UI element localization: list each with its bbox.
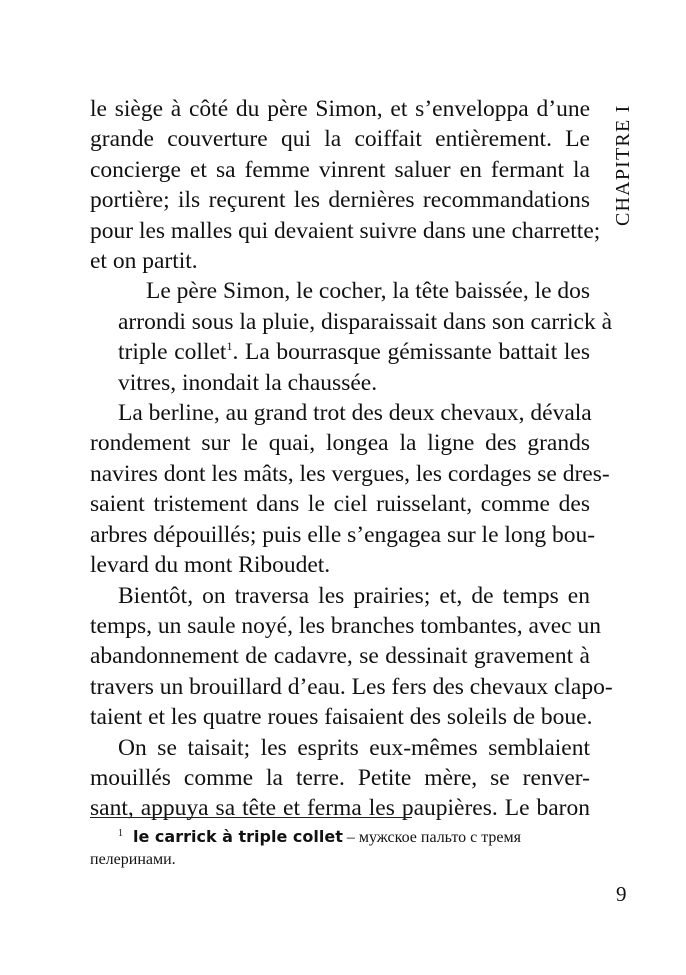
- text-line: le siège à côté du père Simon, et s’enveloppa d’une: [90, 96, 590, 122]
- text-line: arbres dépouillés; puis elle s’engagea sur le long bou-: [90, 521, 596, 548]
- text-line: travers un brouillard d’eau. Les fers des chevaux clapo-: [90, 673, 613, 700]
- footnote-line: пелеринами.: [90, 851, 176, 868]
- text-line: Le père Simon, le cocher, la tête baissée, le dos: [146, 278, 591, 305]
- text-line: temps, un saule noyé, les branches tombantes, avec un: [90, 612, 601, 639]
- text-line: navires dont les mâts, les vergues, les cordages se dres-: [90, 460, 610, 487]
- text-line: portière; ils reçurent les dernières recommandations: [90, 187, 590, 214]
- text-line: sant, appuya sa tête et ferma les paupières. Le baron: [90, 795, 590, 822]
- text-line: mouillés comme la terre. Petite mère, se renver-: [90, 764, 590, 791]
- text-fragment: triple collet: [118, 339, 227, 366]
- text-line: vitres, inondait la chaussée.: [118, 369, 378, 396]
- text-line-with-footnote: [90, 337, 590, 367]
- footnote: [90, 826, 590, 871]
- text-line: et on partit.: [90, 248, 198, 275]
- footnote-number: 1: [118, 827, 123, 839]
- paragraph-3: [90, 398, 610, 580]
- text-line: La berline, au grand trot des deux chevaux, dévala: [118, 400, 592, 427]
- text-fragment: . La bourrasque gémissante battait les: [232, 339, 590, 366]
- text-line: concierge et sa femme vinrent saluer en fermant la: [90, 156, 590, 183]
- text-line: taient et les quatre roues faisaient des soleils de boue.: [90, 704, 593, 731]
- paragraph-2: [90, 276, 613, 398]
- text-line: On se taisait; les esprits eux-mêmes semblaient: [118, 734, 590, 761]
- footnote-definition: – мужское пальто с тремя: [342, 829, 522, 846]
- paragraph-4: [90, 581, 613, 733]
- footnote-line: [90, 826, 590, 849]
- running-head: CHAPITRE I: [612, 104, 634, 226]
- text-line: levard du mont Riboudet.: [90, 552, 331, 579]
- text-line: Bientôt, on traversa les prairies; et, de temps en: [118, 582, 590, 609]
- text-line: saient tristement dans le ciel ruisselant, comme des: [90, 491, 590, 518]
- text-line: pour les malles qui devaient suivre dans une charrette;: [90, 217, 601, 244]
- footnote-divider: [90, 817, 412, 818]
- paragraph-5: [90, 733, 590, 824]
- text-line: arrondi sous la pluie, disparaissait dans son carrick à: [118, 308, 613, 335]
- page-number: 9: [616, 882, 627, 906]
- footnote-reference: 1: [226, 339, 233, 354]
- paragraph-1: [90, 94, 601, 276]
- text-line: grande couverture qui la coiffait entièrement. Le: [90, 126, 590, 153]
- text-line: abandonnement de cadavre, se dessinait gravement à: [90, 643, 590, 670]
- footnote-term: le carrick à triple collet: [133, 827, 343, 846]
- body-text: [90, 94, 613, 824]
- text-line: rondement sur le quai, longea la ligne des grands: [90, 430, 590, 457]
